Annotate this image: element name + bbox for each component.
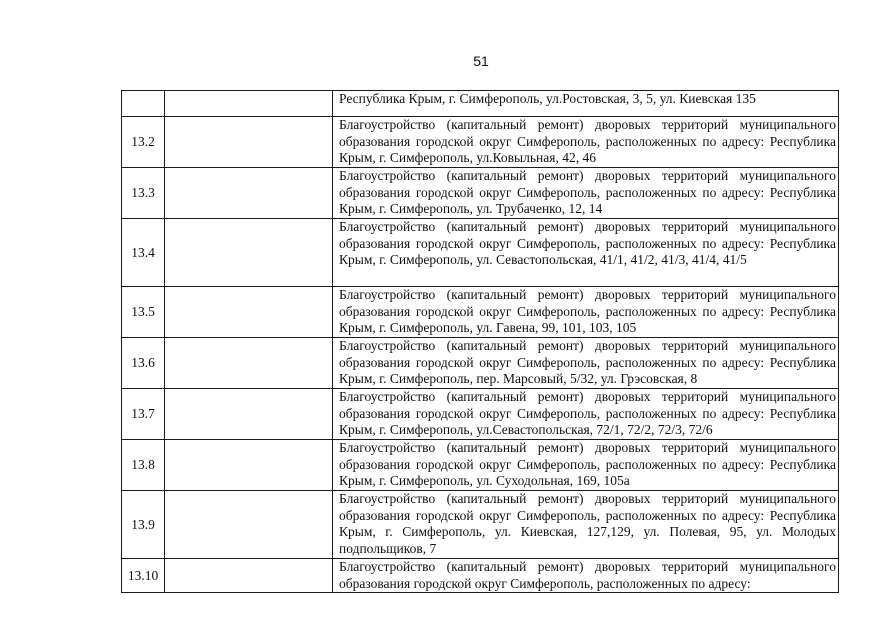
row-number: 13.3 [122,168,165,219]
empty-cell [165,219,333,287]
row-description: Благоустройство (капитальный ремонт) дворовых территорий муниципального образования городской округ Симферополь, расположенных по адресу: Республика Крым, г. Симферополь, ул. Трубаченко, 12, 14 [333,168,839,219]
page-number: 51 [473,53,489,69]
table-row [122,389,839,440]
row-description: Благоустройство (капитальный ремонт) дворовых территорий муниципального образования городской округ Симферополь, расположенных по адресу: Республика Крым, г. Симферополь, пер. Марсовый, 5/32, ул. Грэсовская, 8 [333,338,839,389]
row-description: Благоустройство (капитальный ремонт) дворовых территорий муниципального образования городской округ Симферополь, расположенных по адресу: Республика Крым, г. Симферополь, ул.Ковыльная, 42, 46 [333,117,839,168]
table-row [122,338,839,389]
row-number: 13.9 [122,491,165,559]
table-row [122,491,839,559]
row-description: Республика Крым, г. Симферополь, ул.Ростовская, 3, 5, ул. Киевская 135 [333,91,839,117]
table-row [122,91,839,117]
row-description: Благоустройство (капитальный ремонт) дворовых территорий муниципального образования городской округ Симферополь, расположенных по адресу: Республика Крым, г. Симферополь, ул. Суходольная, 169, 105а [333,440,839,491]
table-row [122,219,839,287]
empty-cell [165,389,333,440]
table-row [122,440,839,491]
table-row [122,168,839,219]
row-number: 13.7 [122,389,165,440]
empty-cell [165,168,333,219]
table-row [122,117,839,168]
program-table [121,90,839,593]
row-description: Благоустройство (капитальный ремонт) дворовых территорий муниципального образования городской округ Симферополь, расположенных по адресу: Республика Крым, г. Симферополь, ул. Севастопольская, 41/1, 41/2, 41/3, 41/4, 41/5 [333,219,839,287]
row-description: Благоустройство (капитальный ремонт) дворовых территорий муниципального образования городской округ Симферополь, расположенных по адресу: Республика Крым, г. Симферополь, ул.Севастопольская, 72/1, 72/2, 72/3, 72/6 [333,389,839,440]
row-description: Благоустройство (капитальный ремонт) дворовых территорий муниципального образования городской округ Симферополь, расположенных по адресу: Республика Крым, г. Симферополь, ул. Гавена, 99, 101, 103, 105 [333,287,839,338]
empty-cell [165,559,333,593]
empty-cell [165,287,333,338]
empty-cell [165,491,333,559]
row-number: 13.6 [122,338,165,389]
row-number: 13.8 [122,440,165,491]
row-number: 13.2 [122,117,165,168]
row-description: Благоустройство (капитальный ремонт) дворовых территорий муниципального образования городской округ Симферополь, расположенных по адресу: Республика Крым, г. Симферополь, ул. Киевская, 127,129, ул. Полевая, 95, ул. Молодых подпольщиков, 7 [333,491,839,559]
row-description: Благоустройство (капитальный ремонт) дворовых территорий муниципального образования городской округ Симферополь, расположенных по адресу: [333,559,839,593]
table-row [122,559,839,593]
row-number: 13.4 [122,219,165,287]
row-number: 13.5 [122,287,165,338]
row-number: 13.10 [122,559,165,593]
row-number [122,91,165,117]
empty-cell [165,117,333,168]
table-row [122,287,839,338]
empty-cell [165,440,333,491]
empty-cell [165,338,333,389]
empty-cell [165,91,333,117]
